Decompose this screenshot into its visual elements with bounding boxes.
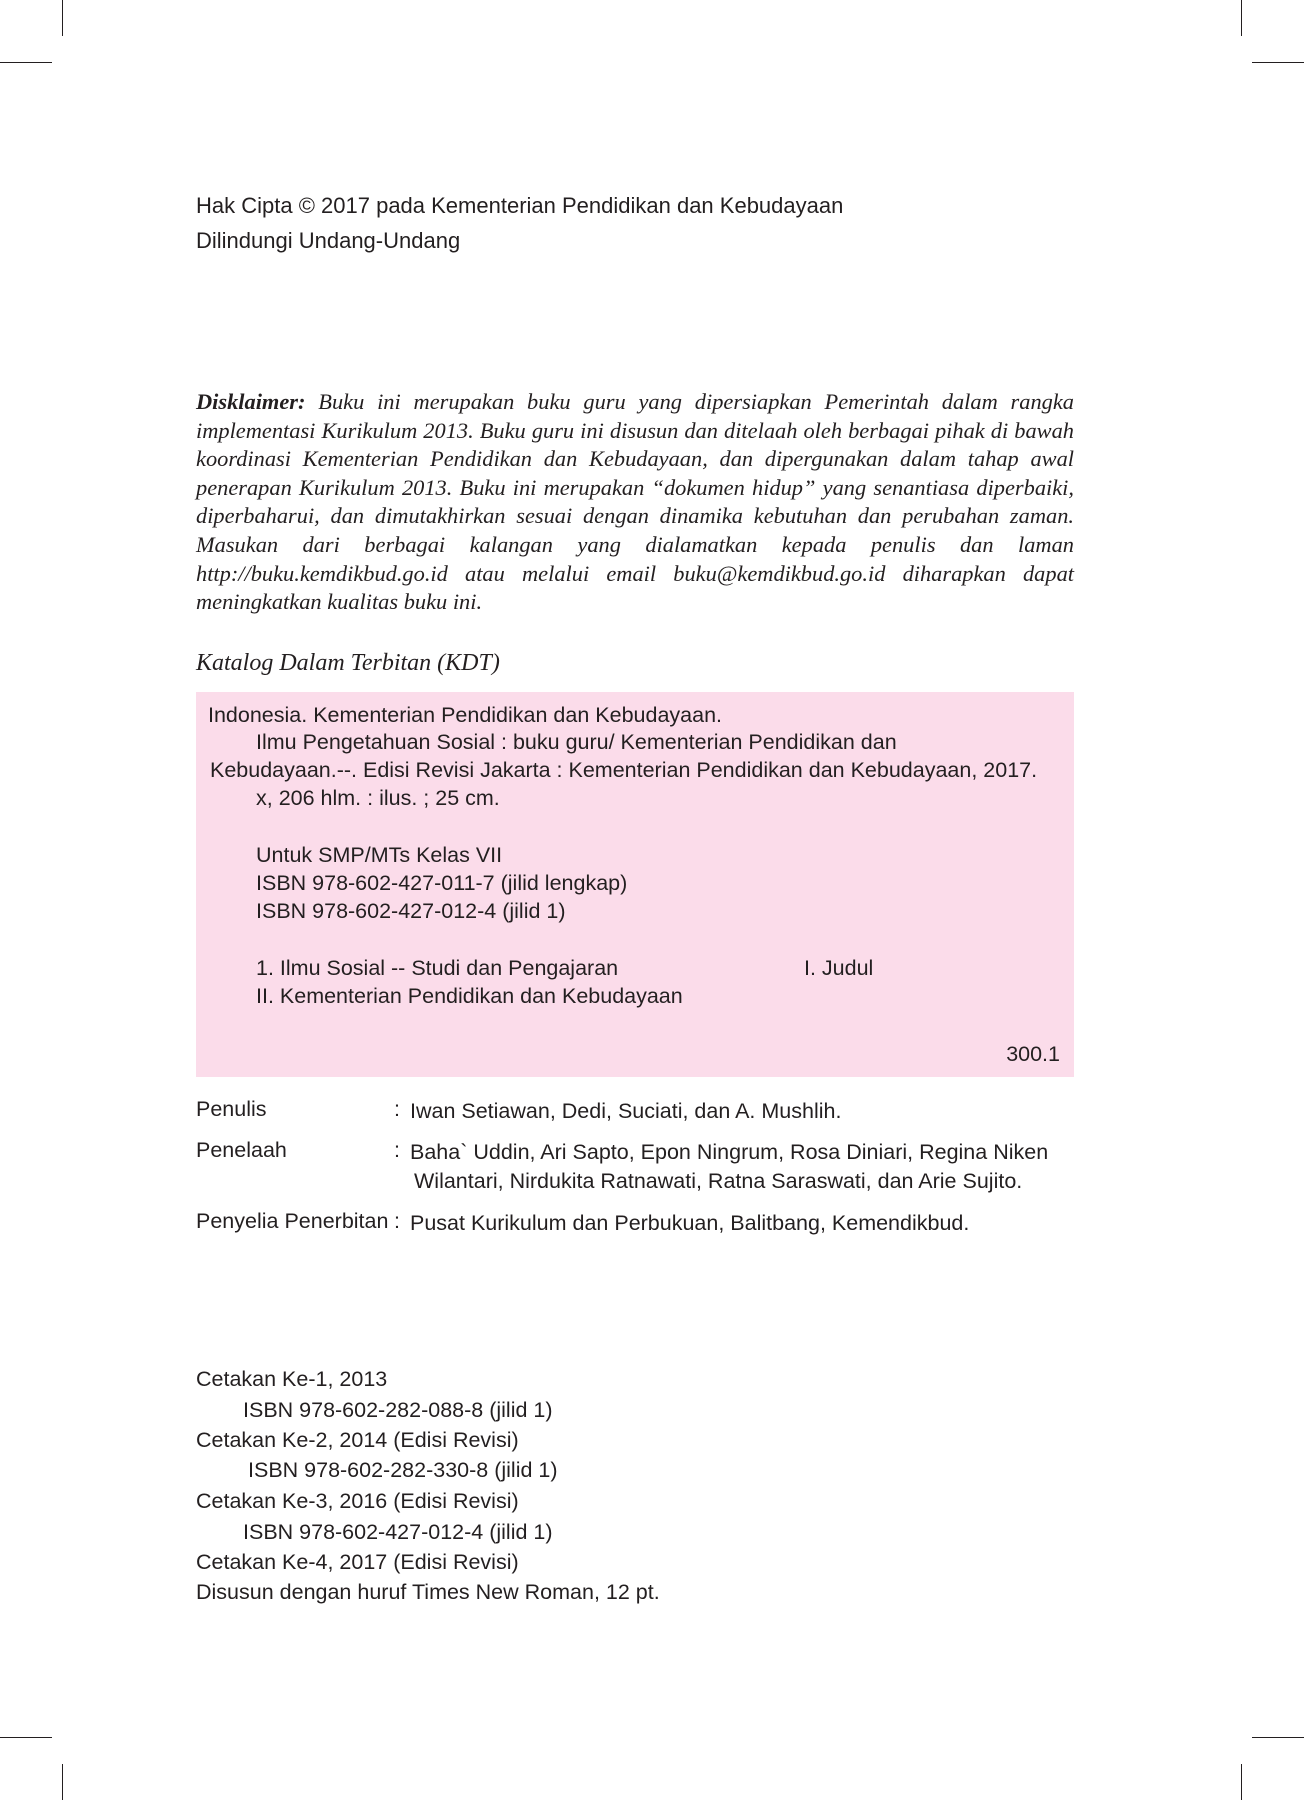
kdt-title: Katalog Dalam Terbitan (KDT) [196, 650, 500, 676]
kdt-class-number: 300.1 [1006, 1042, 1060, 1066]
crop-mark-bottom-right [1241, 1764, 1242, 1800]
kdt-subject-title: I. Judul [804, 956, 874, 980]
credit-value [410, 1138, 1070, 1196]
kdt-line: ISBN 978-602-427-012-4 (jilid 1) [256, 899, 566, 923]
kdt-line: x, 206 hlm. : ilus. ; 25 cm. [256, 786, 500, 810]
crop-mark-top-left [62, 0, 63, 36]
kdt-catalog-box [196, 692, 1074, 1077]
credit-label: Penelaah [196, 1138, 287, 1162]
kdt-line: ISBN 978-602-427-011-7 (jilid lengkap) [256, 871, 628, 895]
isbn-line: ISBN 978-602-282-330-8 (jilid 1) [248, 1458, 558, 1482]
disclaimer-label: Disklaimer: [196, 389, 306, 414]
credit-value-line: Wilantari, Nirdukita Ratnawati, Ratna Saraswati, dan Arie Sujito. [414, 1169, 1023, 1193]
credit-label: Penulis [196, 1097, 267, 1121]
kdt-line: Untuk SMP/MTs Kelas VII [256, 843, 503, 867]
kdt-line: Kebudayaan.--. Edisi Revisi Jakarta : Kementerian Pendidikan dan Kebudayaan, 2017. [210, 758, 1038, 782]
crop-mark-bottom-right-h [1252, 1737, 1304, 1738]
credit-value: Pusat Kurikulum dan Perbukuan, Balitbang, Kemendikbud. [410, 1211, 970, 1235]
crop-mark-bottom-left-h [0, 1737, 52, 1738]
disclaimer-text: Buku ini merupakan buku guru yang dipersiapkan Pemerintah dalam rangka implementasi Kurikulum 2013. Buku guru ini disusun dan ditelaah oleh berbagai pihak di bawah koordinasi Kementerian Pendidikan dan Kebudayaan, dan dipergunakan dalam tahap awal penerapan Kurikulum 2013. Buku ini merupakan “dokumen hidup” yang senantiasa diperbaiki, diperbaharui, dan dimutakhirkan sesuai dengan dinamika kebutuhan dan perubahan zaman. Masukan dari berbagai kalangan yang dialamatkan kepada penulis dan laman http://buku.kemdikbud.go.id atau melalui email buku@kemdikbud.go.id diharapkan dapat meningkatkan kualitas buku ini. [196, 389, 1074, 615]
crop-mark-bottom-left [62, 1764, 63, 1800]
credit-colon: : [394, 1138, 400, 1162]
copyright-line: Hak Cipta © 2017 pada Kementerian Pendidikan dan Kebudayaan [196, 193, 844, 218]
crop-mark-top-right [1241, 0, 1242, 36]
edition-line: Cetakan Ke-3, 2016 (Edisi Revisi) [196, 1489, 519, 1513]
font-note: Disusun dengan huruf Times New Roman, 12 pt. [196, 1580, 660, 1604]
crop-mark-top-right-h [1252, 62, 1304, 63]
kdt-line: Ilmu Pengetahuan Sosial : buku guru/ Kementerian Pendidikan dan [256, 730, 897, 754]
isbn-line: ISBN 978-602-427-012-4 (jilid 1) [243, 1520, 553, 1544]
disclaimer-paragraph [196, 388, 1074, 617]
edition-line: Cetakan Ke-4, 2017 (Edisi Revisi) [196, 1550, 519, 1574]
edition-line: Cetakan Ke-2, 2014 (Edisi Revisi) [196, 1428, 519, 1452]
isbn-line: ISBN 978-602-282-088-8 (jilid 1) [243, 1398, 553, 1422]
kdt-subject: II. Kementerian Pendidikan dan Kebudayaan [256, 984, 683, 1008]
credit-value-line: Baha` Uddin, Ari Sapto, Epon Ningrum, Rosa Diniari, Regina Niken [410, 1140, 1049, 1164]
credit-colon: : [394, 1209, 400, 1233]
credit-value: Iwan Setiawan, Dedi, Suciati, dan A. Mushlih. [410, 1099, 842, 1123]
credit-colon: : [394, 1097, 400, 1121]
protection-line: Dilindungi Undang-Undang [196, 228, 461, 253]
credit-label: Penyelia Penerbitan [196, 1209, 389, 1233]
copyright-block [196, 188, 843, 258]
edition-line: Cetakan Ke-1, 2013 [196, 1367, 388, 1391]
kdt-line: Indonesia. Kementerian Pendidikan dan Kebudayaan. [208, 703, 722, 727]
crop-mark-top-left-h [0, 62, 52, 63]
kdt-subject: 1. Ilmu Sosial -- Studi dan Pengajaran [256, 956, 619, 980]
